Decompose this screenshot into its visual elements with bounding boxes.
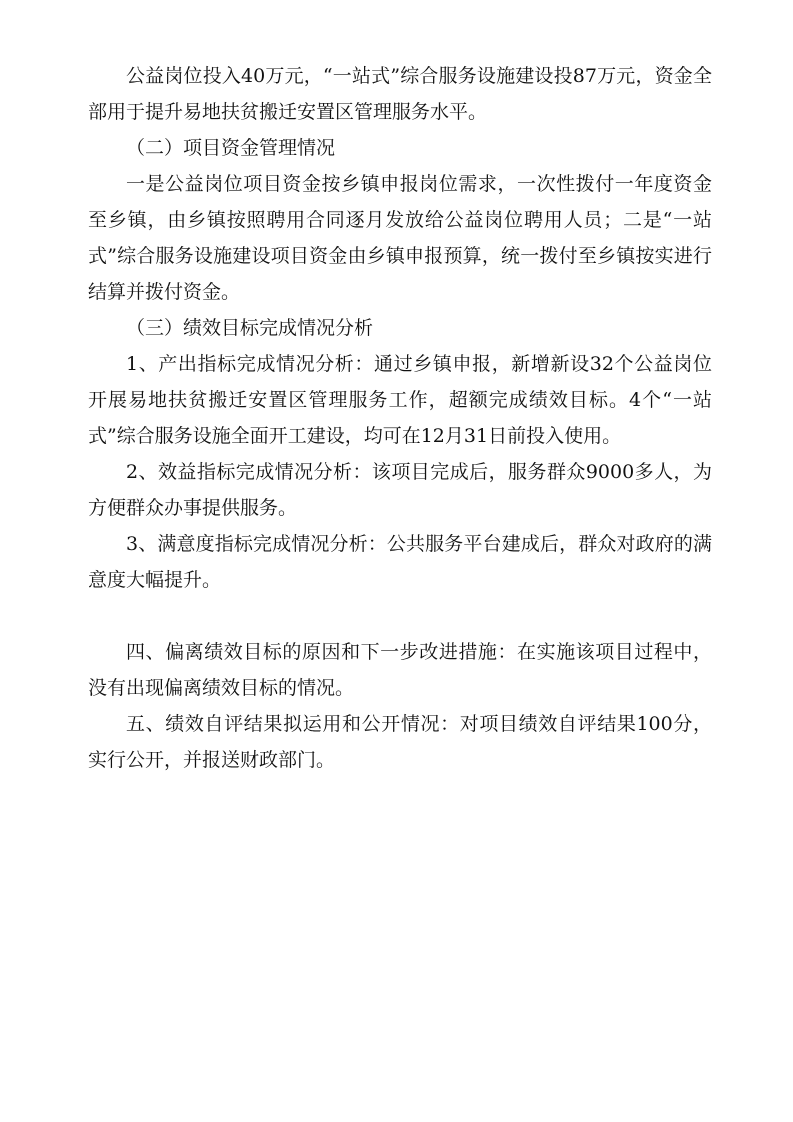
paragraph-fund-management: 一是公益岗位项目资金按乡镇申报岗位需求，一次性拨付一年度资金至乡镇，由乡镇按照聘用合同逐月发放给公益岗位聘用人员；二是“一站式”综合服务设施建设项目资金由乡镇申报预算，统一拨付至乡镇按实进行结算并拨付资金。 [88,173,712,303]
blank-line [88,598,712,634]
paragraph-funding-summary: 公益岗位投入40万元，“一站式”综合服务设施建设投87万元，资金全部用于提升易地扶贫搬迁安置区管理服务水平。 [88,65,712,123]
section-self-evaluation-results: 五、绩效自评结果拟运用和公开情况：对项目绩效自评结果100分，实行公开，并报送财政部门。 [88,713,712,771]
paragraph-satisfaction-indicators: 3、满意度指标完成情况分析：公共服务平台建成后，群众对政府的满意度大幅提升。 [88,533,712,591]
section-heading-fund-management: （二）项目资金管理情况 [126,137,336,159]
paragraph-benefit-indicators: 2、效益指标完成情况分析：该项目完成后，服务群众9000多人，为方便群众办事提供服务。 [88,461,712,519]
section-deviation-causes: 四、偏离绩效目标的原因和下一步改进措施：在实施该项目过程中，没有出现偏离绩效目标的情况。 [88,641,712,699]
document-body [88,58,712,778]
paragraph-output-indicators: 1、产出指标完成情况分析：通过乡镇申报，新增新设32个公益岗位开展易地扶贫搬迁安置区管理服务工作，超额完成绩效目标。4个“一站式”综合服务设施全面开工建设，均可在12月31日前投入使用。 [88,353,712,447]
section-heading-performance-analysis: （三）绩效目标完成情况分析 [126,317,374,339]
